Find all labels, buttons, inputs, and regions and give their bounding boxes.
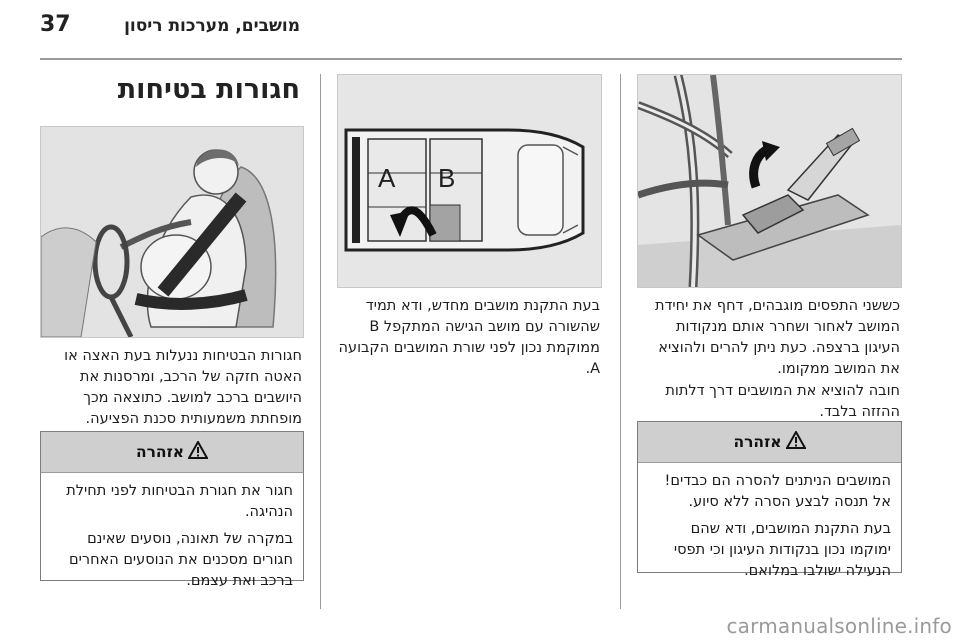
watermark: carmanualsonline.info: [726, 614, 952, 638]
seat-label-b: B: [438, 163, 456, 193]
seat-warning-box: [637, 421, 902, 579]
seatbelt-warning-title: אזהרה: [135, 443, 185, 461]
sliding-door-paragraph: חובה להוציא את המושבים דרך דלתות ההזזה בלבד.: [665, 383, 900, 420]
column-divider-right: [620, 74, 621, 609]
pregnant-driver-seatbelt-illustration: [41, 127, 303, 337]
folding-seat-lever-illustration: [638, 75, 901, 287]
page-title: מושבים, מערכות ריסון: [124, 16, 300, 36]
vehicle-seat-layout-diagram: [338, 75, 601, 287]
header-rule: [40, 58, 902, 60]
section-heading: חגורות בטיחות: [117, 74, 300, 105]
seatbelt-warning-header: [41, 432, 303, 473]
seat-warning-text-2: בעת התקנת המושבים, ודא שהם ימוקמו נכון בנקודות העיגון וכי תפסי הנעילה ישולבו במלואם.: [673, 521, 891, 579]
seatbelt-warning-box: [40, 431, 304, 589]
column-divider-left: [320, 74, 321, 609]
folding-seat-figure: [637, 74, 902, 288]
seat-warning-text-1: המושבים הניתנים להסרה הם כבדים! אל תנסה לבצע הסרה ללא סיוע.: [664, 473, 891, 510]
seat-release-paragraph: כששני התפסים מוגבהים, דחף את יחידת המושב לאחור ושחרר אותם מנקודות העיגון ברצפה. כעת ניתן להרים ולהוציא את המושב ממקומו.: [654, 298, 900, 377]
seatbelt-figure: [40, 126, 304, 338]
seatbelt-paragraph: חגורות הבטיחות ננעלות בעת האצה או האטה חזקה של הרכב, ומרסנות את היושבים ברכב למושב. כתוצאה מכך מופחתת משמעותית סכנת הפציעה.: [64, 348, 302, 427]
page-number: 37: [40, 12, 71, 37]
seat-installation-paragraph: בעת התקנת מושבים מחדש, ודא תמיד שהשורה עם מושב הגישה המתקפל B ממוקמת נכון לפני שורת המושבים הקבועה A.: [338, 298, 600, 377]
seat-warning-header: [638, 422, 901, 463]
warning-triangle-icon: [188, 441, 208, 463]
seatbelt-warning-body: [41, 473, 303, 592]
seat-layout-figure: [337, 74, 602, 288]
seat-label-a: A: [378, 163, 396, 193]
seatbelt-warning-text-2: במקרה של תאונה, נוסעים שאינם חגורים מסכנים את הנוסעים האחרים ברכב ואת עצמם.: [69, 531, 293, 589]
seat-warning-title: אזהרה: [733, 433, 782, 451]
seat-warning-body: [638, 463, 901, 582]
seatbelt-warning-text-1: חגור את חגורת הבטיחות לפני תחילת הנהיגה.: [66, 483, 293, 520]
warning-triangle-icon: [786, 431, 806, 453]
